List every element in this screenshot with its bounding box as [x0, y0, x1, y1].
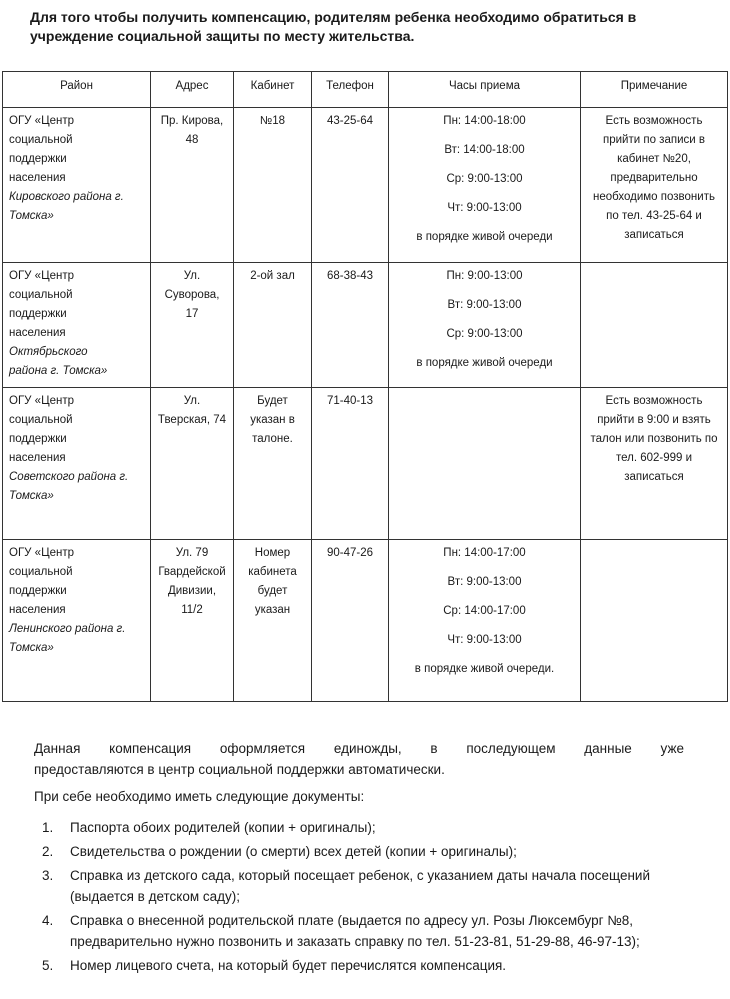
header-note: Примечание [581, 72, 728, 108]
info-section [34, 738, 684, 979]
list-text: Свидетельства о рождении (о смерти) всех детей (копии + оригиналы); [70, 844, 517, 859]
hours-line: Ср: 9:00-13:00 [446, 328, 523, 340]
office-cell: №18 [234, 108, 312, 263]
hours-cell [389, 108, 581, 263]
district-line: поддержки [9, 433, 67, 445]
address-cell: Ул. Суворова, 17 [151, 263, 234, 388]
list-number: 2. [42, 844, 54, 859]
hours-cell [389, 263, 581, 388]
hours-line: Чт: 9:00-13:00 [447, 202, 522, 214]
district-line: социальной [9, 289, 73, 301]
hours-line: в порядке живой очереди. [414, 663, 555, 675]
one-time-paragraph-line2: предоставляются в центр социальной поддержки автоматически. [34, 762, 445, 777]
table-row [3, 540, 728, 702]
office-cell: 2-ой зал [234, 263, 312, 388]
hours-line: Вт: 9:00-13:00 [447, 576, 522, 588]
hours-line: Пн: 9:00-13:00 [446, 270, 523, 282]
address-cell: Ул. 79 Гвардейской Дивизии, 11/2 [151, 540, 234, 702]
note-cell [581, 263, 728, 388]
district-cell [3, 263, 151, 388]
list-number: 3. [42, 868, 54, 883]
district-name: Ленинского района г. [9, 623, 126, 635]
hours-line: Пн: 14:00-17:00 [443, 547, 526, 559]
list-item [42, 817, 684, 838]
phone-cell: 43-25-64 [312, 108, 389, 263]
district-name: Томска» [9, 210, 54, 222]
address-cell: Ул. Тверская, 74 [151, 388, 234, 540]
note-cell: Есть возможность прийти в 9:00 и взять талон или позвонить по тел. 602-999 и записаться [581, 388, 728, 540]
hours-line: Ср: 9:00-13:00 [446, 173, 523, 185]
header-phone: Телефон [312, 72, 389, 108]
header-hours: Часы приема [389, 72, 581, 108]
address-cell: Пр. Кирова, 48 [151, 108, 234, 263]
phone-cell: 90-47-26 [312, 540, 389, 702]
table-header-row [3, 72, 728, 108]
district-cell [3, 108, 151, 263]
note-cell [581, 540, 728, 702]
note-cell: Есть возможность прийти по записи в кабинет №20, предварительно необходимо позвонить по тел. 43-25-64 и записаться [581, 108, 728, 263]
district-line: ОГУ «Центр [9, 547, 74, 559]
district-name: Кировского района г. [9, 191, 124, 203]
list-item [42, 910, 684, 952]
list-text: Справка о внесенной родительской плате (выдается по адресу ул. Розы Люксембург №8, предварительно нужно позвонить и заказать справку по тел. 51-23-81, 51-29-88, 46-97-13); [70, 913, 640, 949]
one-time-paragraph-line1: Данная компенсация оформляется единожды, в последующем данные уже [34, 741, 684, 756]
district-name: Советского района г. [9, 471, 129, 483]
district-line: поддержки [9, 308, 67, 320]
table-row [3, 108, 728, 263]
header-address: Адрес [151, 72, 234, 108]
hours-cell [389, 540, 581, 702]
list-item [42, 865, 684, 907]
district-line: социальной [9, 414, 73, 426]
district-line: поддержки [9, 585, 67, 597]
header-office: Кабинет [234, 72, 312, 108]
office-cell: Номер кабинета будет указан [234, 540, 312, 702]
hours-line: Вт: 9:00-13:00 [447, 299, 522, 311]
hours-line: Чт: 9:00-13:00 [447, 634, 522, 646]
list-text: Номер лицевого счета, на который будет перечислятся компенсация. [70, 958, 507, 973]
list-item [42, 955, 684, 976]
header-district: Район [3, 72, 151, 108]
list-number: 4. [42, 913, 54, 928]
district-name: Октябрьского [9, 346, 88, 358]
district-line: социальной [9, 134, 73, 146]
district-cell [3, 388, 151, 540]
hours-line: в порядке живой очереди [416, 231, 553, 243]
district-name: Томска» [9, 490, 54, 502]
list-text: Справка из детского сада, который посещает ребенок, с указанием даты начала посещений (выдается в детском саду); [70, 868, 651, 904]
list-number: 1. [42, 820, 54, 835]
district-line: ОГУ «Центр [9, 115, 74, 127]
list-number: 5. [42, 958, 54, 973]
hours-line: Пн: 14:00-18:00 [443, 115, 526, 127]
district-line: населения [9, 604, 66, 616]
district-cell [3, 540, 151, 702]
district-line: поддержки [9, 153, 67, 165]
documents-intro: При себе необходимо иметь следующие документы: [34, 789, 365, 804]
hours-line: Вт: 14:00-18:00 [444, 144, 525, 156]
table-row [3, 263, 728, 388]
list-text: Паспорта обоих родителей (копии + оригиналы); [70, 820, 376, 835]
list-item [42, 841, 684, 862]
district-line: населения [9, 452, 66, 464]
district-line: ОГУ «Центр [9, 395, 74, 407]
district-name: района г. Томска» [9, 365, 108, 377]
district-line: социальной [9, 566, 73, 578]
documents-list [34, 817, 684, 976]
office-cell: Будет указан в талоне. [234, 388, 312, 540]
page-heading: Для того чтобы получить компенсацию, родителям ребенка необходимо обратиться в учреждение социальной защиты по месту жительства. [30, 9, 637, 44]
hours-line: в порядке живой очереди [416, 357, 553, 369]
phone-cell: 68-38-43 [312, 263, 389, 388]
table-row [3, 388, 728, 540]
hours-cell [389, 388, 581, 540]
hours-line: Ср: 14:00-17:00 [443, 605, 526, 617]
one-time-paragraph [34, 738, 684, 780]
district-name: Томска» [9, 642, 54, 654]
district-line: населения [9, 172, 66, 184]
phone-cell: 71-40-13 [312, 388, 389, 540]
offices-table [2, 71, 728, 702]
district-line: населения [9, 327, 66, 339]
district-line: ОГУ «Центр [9, 270, 74, 282]
